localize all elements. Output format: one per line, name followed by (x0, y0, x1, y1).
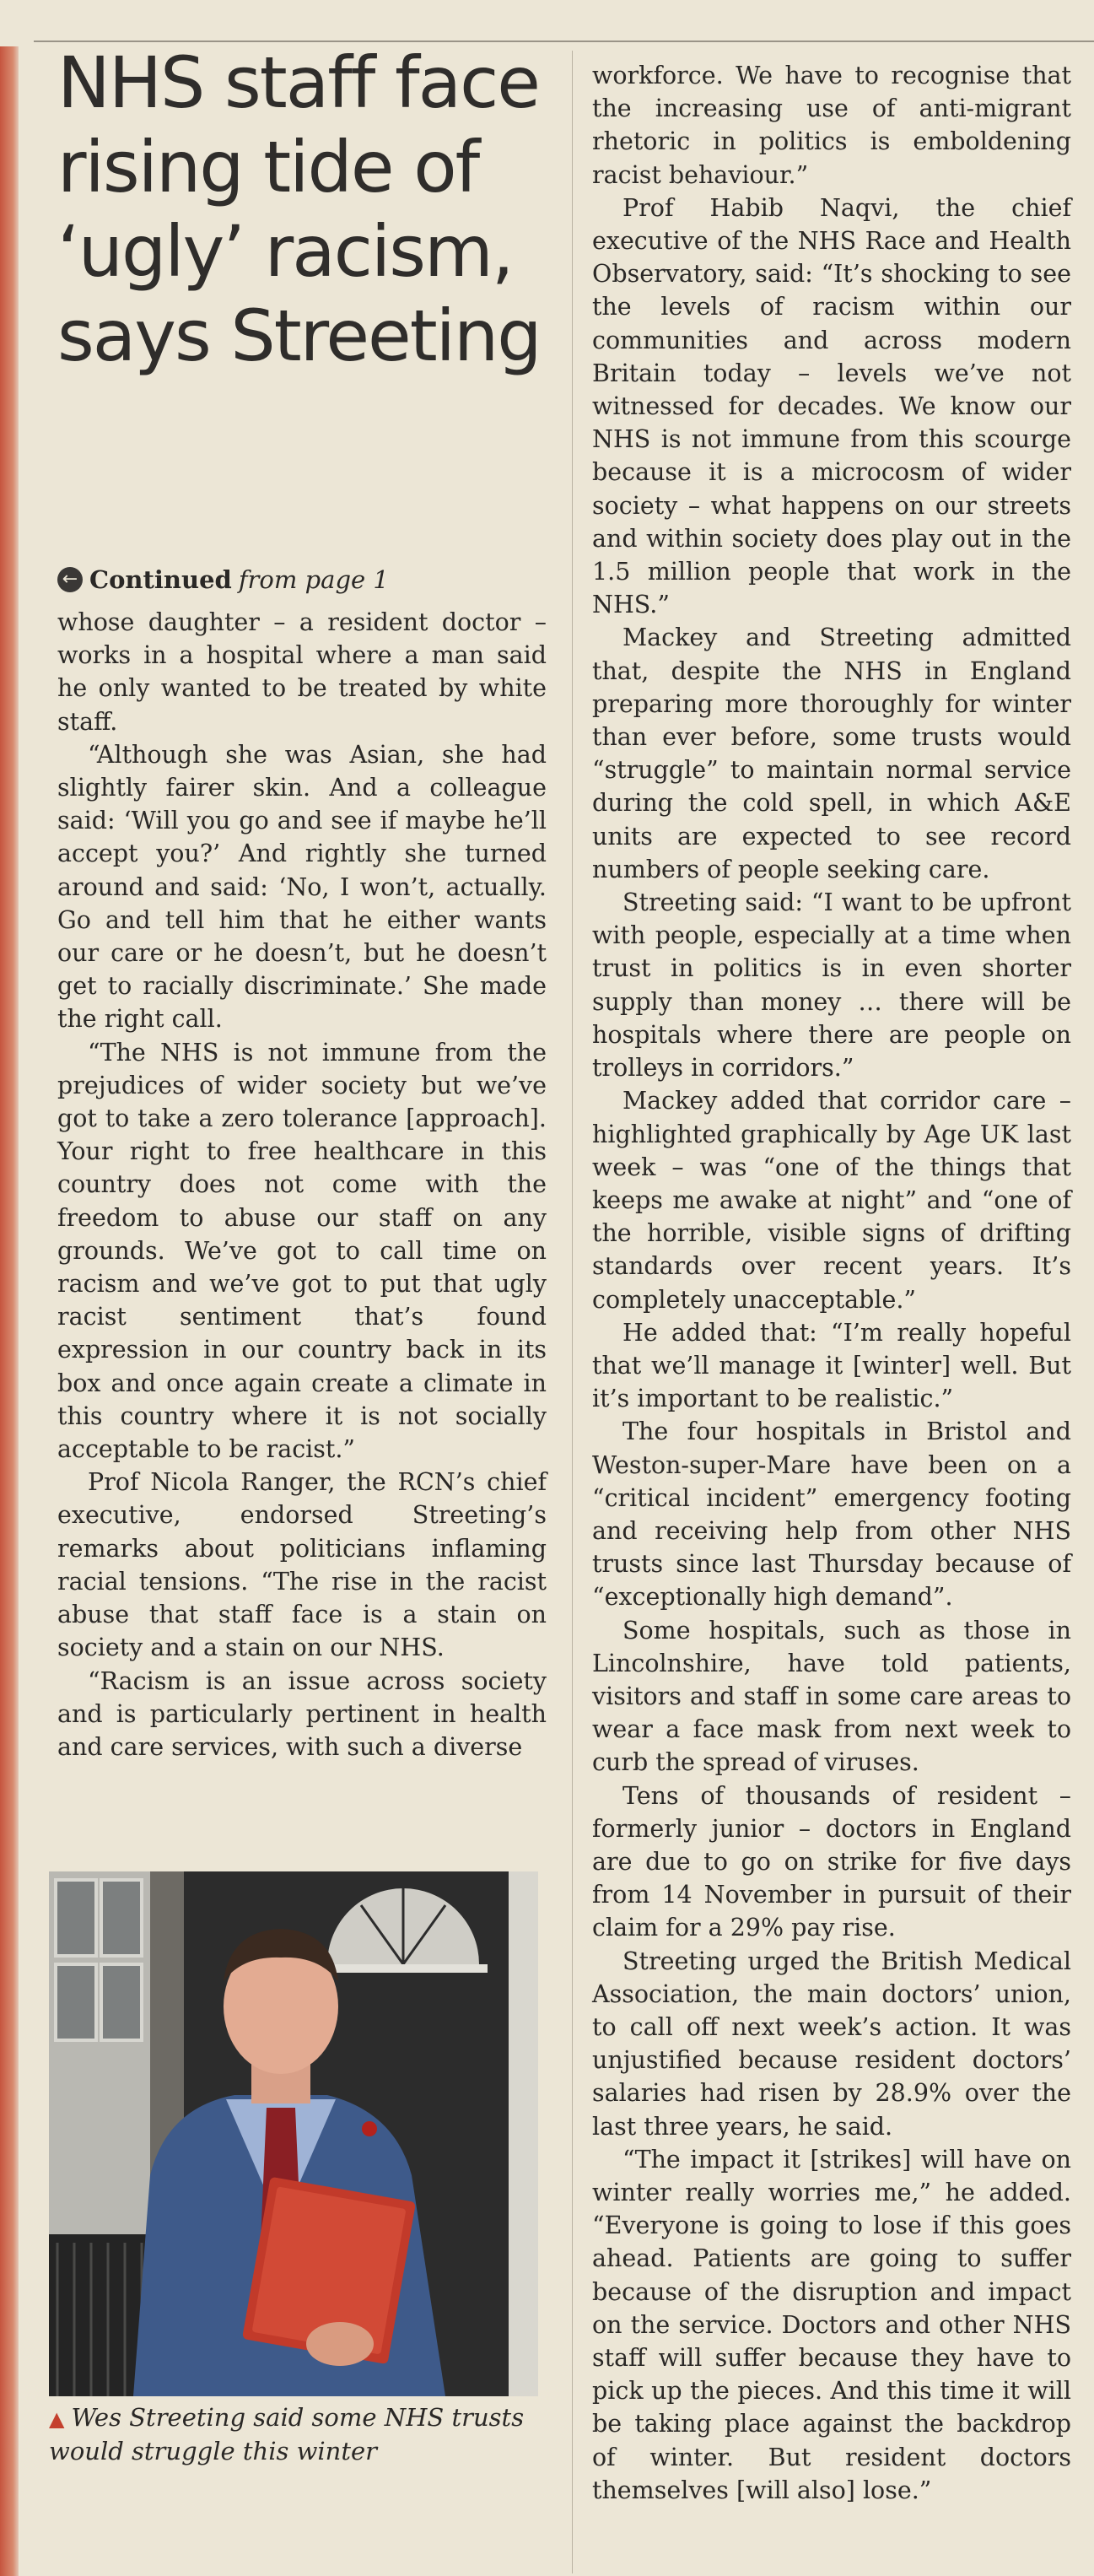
paragraph: “The impact it [strikes] will have on winter really worries me,” he added. “Everyone is going to lose if this goes ahead. Patients are going to suffer because of the disruption and impact on the service. Doctors and other NHS staff will suffer because they have to pick up the pieces. And this time it will be taking place against the backdrop of winter. But resident doctors themselves [will also] lose.” (592, 2145, 1071, 2504)
back-arrow-icon: ← (57, 567, 83, 592)
photo-wes-streeting (49, 1871, 538, 2396)
article-column-2 (592, 59, 1071, 2507)
paragraph: Tens of thousands of resident – formerly junior – doctors in England are due to go on strike for five days from 14 November in pursuit of their claim for a 29% pay rise. (592, 1781, 1071, 1942)
page-edge-red-strip (0, 46, 19, 2576)
paragraph: Mackey added that corridor care – highlighted graphically by Age UK last week – was “one of the things that keeps me awake at night” and “one of the horrible, visible signs of drifting standards over recent years. It’s completely unacceptable.” (592, 1087, 1071, 1314)
paragraph: “The NHS is not immune from the prejudices of wider society but we’ve got to take a zero tolerance [approach]. Your right to free healthcare in this country does not come with the freedom to abuse our staff on any grounds. We’ve got to call time on racism and we’ve got to put that ugly racist sentiment that’s found expression in our country back in its box and once again create a climate in this country where it is not socially acceptable to be racist.” (57, 1038, 547, 1464)
paragraph: Some hospitals, such as those in Lincolnshire, have told patients, visitors and staff in some care areas to wear a face mask from next week to curb the spread of viruses. (592, 1616, 1071, 1777)
headline: NHS staff face rising tide of ‘ugly’ racism, says Streeting (57, 41, 541, 377)
paragraph: workforce. We have to recognise that the increasing use of anti-migrant rhetoric in politics is emboldening racist behaviour.” (592, 62, 1071, 189)
paragraph: He added that: “I’m really hopeful that we’ll manage it [winter] well. But it’s important to be realistic.” (592, 1318, 1071, 1413)
photo-caption (49, 2401, 555, 2467)
continued-label: Continued (89, 565, 232, 594)
paragraph: Streeting urged the British Medical Association, the main doctors’ union, to call off next week’s action. It was unjustified because resident doctors’ salaries had risen by 28.9% over the last three years, he said. (592, 1947, 1071, 2141)
paragraph: Streeting said: “I want to be upfront with people, especially at a time when trust in politics is in even shorter supply than money … there will be hospitals where there are people on trolleys in corridors.” (592, 888, 1071, 1083)
photo-illustration (49, 1871, 538, 2396)
caption-triangle-icon: ▲ (49, 2407, 65, 2431)
paragraph: Prof Nicola Ranger, the RCN’s chief executive, endorsed Streeting’s remarks about politicians inflaming racial tensions. “The rise in the racist abuse that staff face is a stain on society and a stain on our NHS. (57, 1468, 547, 1662)
continued-from-marker (57, 561, 389, 598)
column-divider (572, 51, 573, 2573)
article-column-1 (57, 606, 547, 1763)
paragraph: Prof Habib Naqvi, the chief executive of the NHS Race and Health Observatory, said: “It’s shocking to see the levels of racism within our communities and across modern Britain today – levels we’ve not witnessed for decades. We know our NHS is not immune from this scourge because it is a microcosm of wider society – what happens on our streets and within society does play out in the 1.5 million people that work in the NHS.” (592, 193, 1071, 619)
paragraph: The four hospitals in Bristol and Weston-super-Mare have been on a “critical incident” emergency footing and receiving help from other NHS trusts since last Thursday because of “exceptionally high demand”. (592, 1418, 1071, 1612)
paragraph: “Racism is an issue across society and is particularly pertinent in health and care services, with such a diverse (57, 1666, 547, 1761)
paragraph: whose daughter – a resident doctor – works in a hospital where a man said he only wanted to be treated by white staff. (57, 608, 547, 736)
caption-text: Wes Streeting said some NHS trusts would struggle this winter (49, 2403, 525, 2465)
continued-from-page: from page 1 (238, 565, 389, 594)
paragraph: Mackey and Streeting admitted that, despite the NHS in England preparing more thoroughly for winter than ever before, some trusts would “struggle” to maintain normal service during the cold spell, in which A&E units are expected to see record numbers of people seeking care. (592, 624, 1071, 883)
paragraph: “Although she was Asian, she had slightly fairer skin. And a colleague said: ‘Will you go and see if maybe he’ll accept you?’ And rightly she turned around and said: ‘No, I won’t, actually. Go and tell him that he either wants our care or he doesn’t, but he doesn’t get to racially discriminate.’ She made the right call. (57, 740, 547, 1034)
